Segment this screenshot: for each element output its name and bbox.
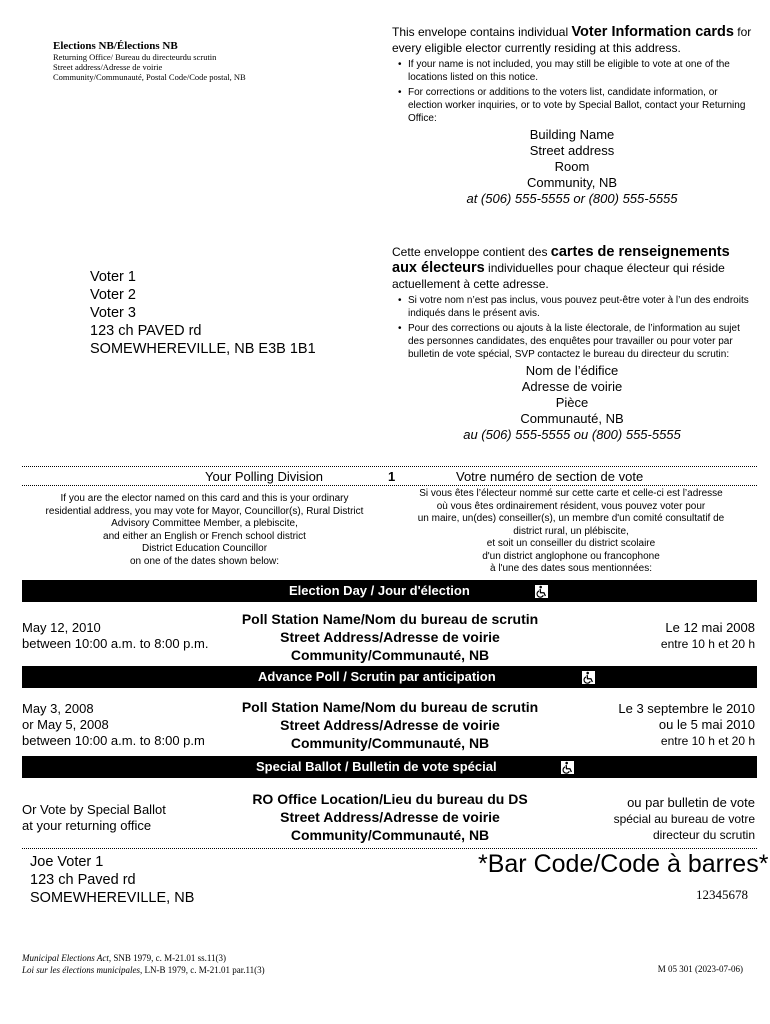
special-ballot-header: Special Ballot / Bulletin de vote spécial bbox=[22, 756, 757, 778]
wheelchair-icon bbox=[534, 584, 549, 599]
barcode-label: *Bar Code/Code à barres* bbox=[478, 850, 769, 878]
return-address bbox=[53, 40, 373, 82]
wheelchair-icon bbox=[560, 760, 575, 775]
divider bbox=[22, 485, 757, 486]
english-intro: This envelope contains individual Voter Information cards for every eligible elector currently residing at this address. bbox=[392, 24, 752, 55]
election-day-header: Election Day / Jour d'élection bbox=[22, 580, 757, 602]
form-number: M 05 301 (2023-07-06) bbox=[657, 964, 743, 974]
french-bullet: • Pour des corrections ou ajouts à la liste électorale, de l’information au sujet des personnes candidates, des enquêtes pour travailler ou pour voter par bulletin de vote spécial, SVP contactez le bureau du directeur du scrutin: bbox=[392, 322, 752, 361]
return-address-line: Returning Office/ Bureau du directeurdu scrutin bbox=[53, 52, 217, 62]
eligibility-text: If you are the elector named on this card and this is your ordinary residential address, you may vote for Mayor, Councillor(s), Rural District Advisory Committee Member, a plebiscite, and either an English or French school district District Education Councillor on one of the dates shown below: bbox=[45, 493, 364, 567]
polling-division-label: Your Polling Division bbox=[205, 469, 324, 484]
eligibility-text-fr: Si vous êtes l’électeur nommé sur cette carte et celle-ci est l’adresse où vous êtes ordinairement résident, vous pouvez voter pour un maire, un(des) conseiller(s), un membre d'un comité consultatif de district rural, un plébiscite, et soit un conseiller du district scolaire d'un district anglophone ou francophone à l'une des dates sous mentionnées: bbox=[417, 488, 725, 574]
french-bullet: • Si votre nom n’est pas inclus, vous pouvez peut-être voter à l’un des endroits indiqués dans le présent avis. bbox=[392, 294, 752, 320]
english-bullet: • For corrections or additions to the voters list, candidate information, or election worker inquiries, or to vote by Special Ballot, contact your Returning Office: bbox=[392, 86, 752, 125]
mailing-address: Joe Voter 1 123 ch Paved rd SOMEWHEREVILLE, NB bbox=[30, 854, 195, 906]
returning-office-address: Building Name Street address Room Community, NB at (506) 555-5555 or (800) 555-5555 bbox=[466, 127, 678, 206]
advance-poll-location: Poll Station Name/Nom du bureau de scrutin Street Address/Adresse de voirie Community/Communauté, NB bbox=[241, 699, 539, 751]
special-ballot-text: Or Vote by Special Ballot at your returning office bbox=[22, 802, 166, 833]
french-intro: Cette enveloppe contient des cartes de renseignements aux électeurs individuelles pour chaque électeur qui réside actuellement à cette adresse. bbox=[392, 244, 730, 291]
return-address-title: Elections NB/Élections NB bbox=[53, 40, 178, 52]
polling-division-label-fr: Votre numéro de section de vote bbox=[456, 469, 644, 484]
french-info bbox=[392, 244, 752, 443]
legal-reference: Municipal Elections Act, SNB 1979, c. M-21.01 ss.11(3) Loi sur les élections municipales, LN-B 1979, c. M-21.01 par.11(3) bbox=[22, 953, 265, 975]
wheelchair-icon bbox=[581, 670, 596, 685]
returning-office-address-fr: Nom de l’édifice Adresse de voirie Pièce Communauté, NB au (506) 555-5555 ou (800) 555-5555 bbox=[463, 363, 681, 442]
divider bbox=[22, 466, 757, 467]
election-day-date: May 12, 2010 between 10:00 a.m. to 8:00 p.m. bbox=[22, 620, 209, 651]
election-day-location: Poll Station Name/Nom du bureau de scrutin Street Address/Adresse de voirie Community/Communauté, NB bbox=[241, 611, 539, 663]
advance-poll-header: Advance Poll / Scrutin par anticipation bbox=[22, 666, 757, 688]
office-phone-fr: au (506) 555-5555 ou (800) 555-5555 bbox=[463, 427, 681, 442]
recipient-address: Voter 1 Voter 2 Voter 3 123 ch PAVED rd SOMEWHEREVILLE, NB E3B 1B1 bbox=[90, 269, 316, 357]
advance-poll-date-fr: Le 3 septembre le 2010 ou le 5 mai 2010 entre 10 h et 20 h bbox=[618, 701, 755, 748]
special-ballot-text-fr: ou par bulletin de vote spécial au bureau de votre directeur du scrutin bbox=[613, 795, 755, 842]
barcode-number: 12345678 bbox=[696, 887, 748, 902]
advance-poll-date: May 3, 2008 or May 5, 2008 between 10:00 a.m. to 8:00 p.m bbox=[22, 701, 205, 748]
office-phone: at (506) 555-5555 or (800) 555-5555 bbox=[466, 191, 678, 206]
special-ballot-location: RO Office Location/Lieu du bureau du DS Street Address/Adresse de voirie Community/Communauté, NB bbox=[252, 791, 528, 843]
return-address-line: Community/Communauté, Postal Code/Code postal, NB bbox=[53, 72, 246, 82]
return-address-line: Street address/Adresse de voirie bbox=[53, 62, 163, 72]
election-day-date-fr: Le 12 mai 2008 entre 10 h et 20 h bbox=[660, 620, 755, 651]
english-info bbox=[392, 24, 752, 207]
english-bullet: • If your name is not included, you may still be eligible to vote at one of the locations listed on this notice. bbox=[392, 58, 752, 84]
polling-division-number: 1 bbox=[388, 469, 396, 484]
divider bbox=[22, 848, 757, 849]
